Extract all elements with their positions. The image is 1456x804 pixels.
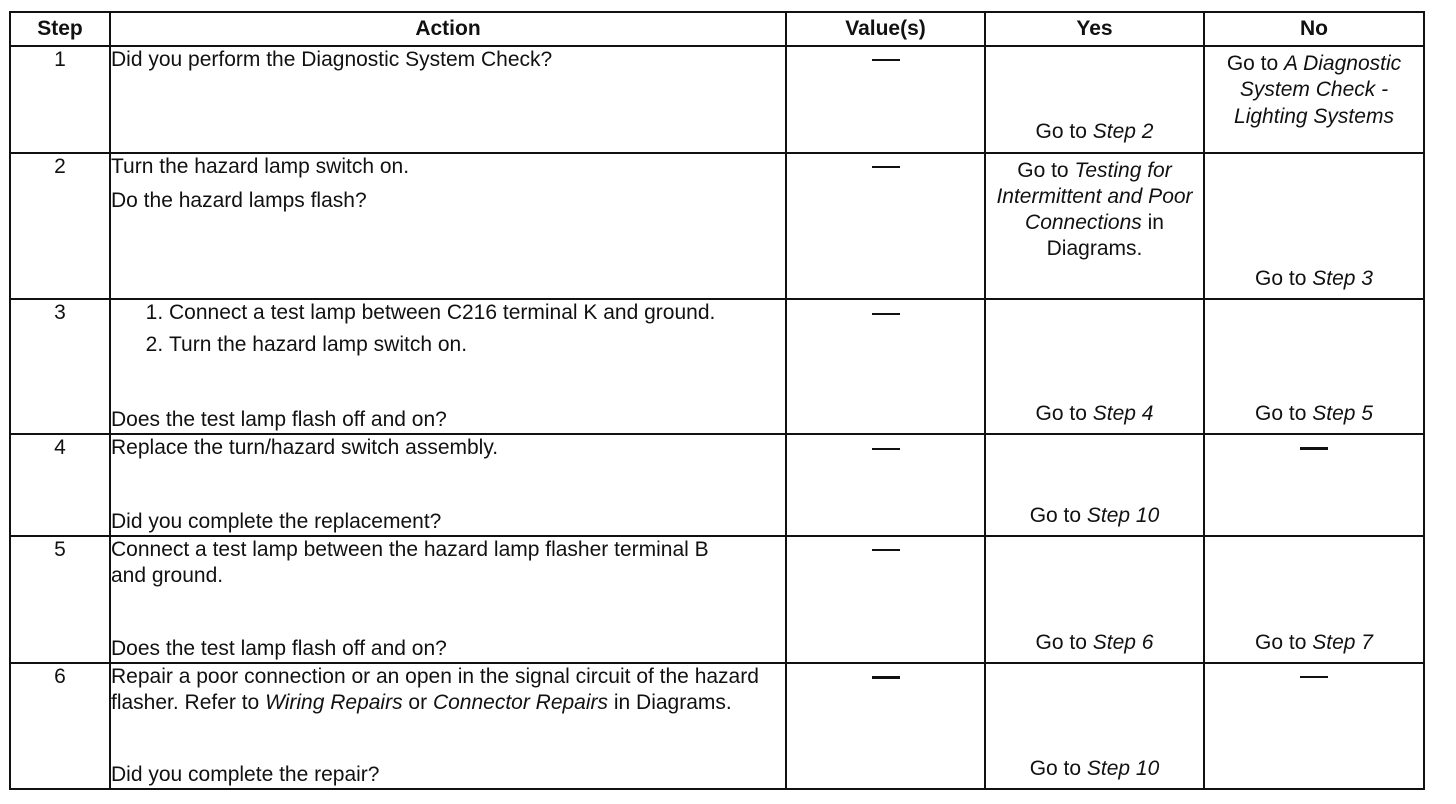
- action-question: Did you complete the replacement?: [111, 509, 442, 533]
- em-dash: [872, 549, 900, 551]
- no-cell: [1204, 299, 1424, 434]
- no-cell: [1204, 434, 1424, 536]
- no-cell: [1204, 46, 1424, 153]
- step-number: 5: [10, 536, 110, 663]
- diagnostic-table: [9, 11, 1425, 790]
- yes-cell: [985, 663, 1204, 789]
- no-text: Go to Step 7: [1255, 630, 1373, 654]
- yes-cell: [985, 46, 1204, 153]
- action-cell: [110, 299, 786, 434]
- list-item: 2. Turn the hazard lamp switch on.: [169, 332, 785, 358]
- yes-cell: [985, 434, 1204, 536]
- table-row: [10, 434, 1424, 536]
- header-action: Action: [110, 12, 786, 46]
- no-text: Go to Step 5: [1255, 402, 1373, 425]
- action-cell: [110, 536, 786, 663]
- action-text: Repair a poor connection or an open in the signal circuit of the hazard flasher. Refer to Wiring Repairs or Connector Repairs in Diagrams.: [111, 664, 759, 715]
- header-row: [10, 12, 1424, 46]
- header-values: Value(s): [786, 12, 985, 46]
- value-cell: [786, 46, 985, 153]
- step-number: 6: [10, 663, 110, 789]
- action-question: Does the test lamp flash off and on?: [111, 408, 447, 431]
- value-cell: [786, 299, 985, 434]
- action-steps-list: [111, 300, 785, 365]
- action-cell: [110, 153, 786, 299]
- action-text: Connect a test lamp between the hazard lamp flasher terminal B and ground.: [111, 537, 709, 588]
- header-step: Step: [10, 12, 110, 46]
- action-text: Replace the turn/hazard switch assembly.: [111, 436, 499, 460]
- em-dash: [872, 59, 900, 61]
- no-cell: [1204, 153, 1424, 299]
- em-dash: [872, 166, 900, 168]
- action-cell: [110, 663, 786, 789]
- step-number: 1: [10, 46, 110, 153]
- em-dash: [872, 676, 900, 679]
- table-row: [10, 299, 1424, 434]
- value-cell: [786, 536, 985, 663]
- connector-repairs-ref: Connector Repairs: [432, 691, 609, 715]
- no-text: Go to A Diagnostic System Check - Lighting Systems: [1226, 52, 1402, 128]
- header-no: No: [1204, 12, 1424, 46]
- action-cell: [110, 46, 786, 153]
- action-text: Did you perform the Diagnostic System Check?: [111, 48, 553, 71]
- yes-text: Go to Step 10: [1029, 503, 1160, 527]
- table-row: [10, 153, 1424, 299]
- header-yes: Yes: [985, 12, 1204, 46]
- yes-text: Go to Testing for Intermittent and Poor Connections in Diagrams.: [996, 158, 1193, 261]
- action-text: Turn the hazard lamp switch on.: [111, 154, 410, 178]
- list-item: 1. Connect a test lamp between C216 terminal K and ground.: [169, 300, 785, 326]
- wiring-repairs-ref: Wiring Repairs: [265, 691, 403, 715]
- step-number: 4: [10, 434, 110, 536]
- em-dash: [872, 448, 900, 450]
- action-question: Do the hazard lamps flash?: [111, 188, 367, 212]
- value-cell: [786, 434, 985, 536]
- action-cell: [110, 434, 786, 536]
- yes-text: Go to Step 10: [1029, 756, 1160, 780]
- em-dash: [1300, 447, 1328, 450]
- action-question: Did you complete the repair?: [111, 762, 380, 786]
- yes-cell: [985, 536, 1204, 663]
- yes-text: Go to Step 4: [1035, 402, 1154, 425]
- yes-text: Go to Step 2: [1035, 120, 1154, 144]
- no-cell: [1204, 536, 1424, 663]
- yes-cell: [985, 153, 1204, 299]
- yes-text: Go to Step 6: [1035, 630, 1154, 654]
- table-row: [10, 536, 1424, 663]
- action-question: Does the test lamp flash off and on?: [111, 636, 447, 660]
- no-text: Go to Step 3: [1255, 266, 1373, 290]
- step-number: 3: [10, 299, 110, 434]
- no-cell: [1204, 663, 1424, 789]
- value-cell: [786, 663, 985, 789]
- table-row: [10, 663, 1424, 789]
- table-row: [10, 46, 1424, 153]
- em-dash: [1300, 676, 1328, 678]
- step-number: 2: [10, 153, 110, 299]
- em-dash: [872, 313, 900, 315]
- yes-cell: [985, 299, 1204, 434]
- value-cell: [786, 153, 985, 299]
